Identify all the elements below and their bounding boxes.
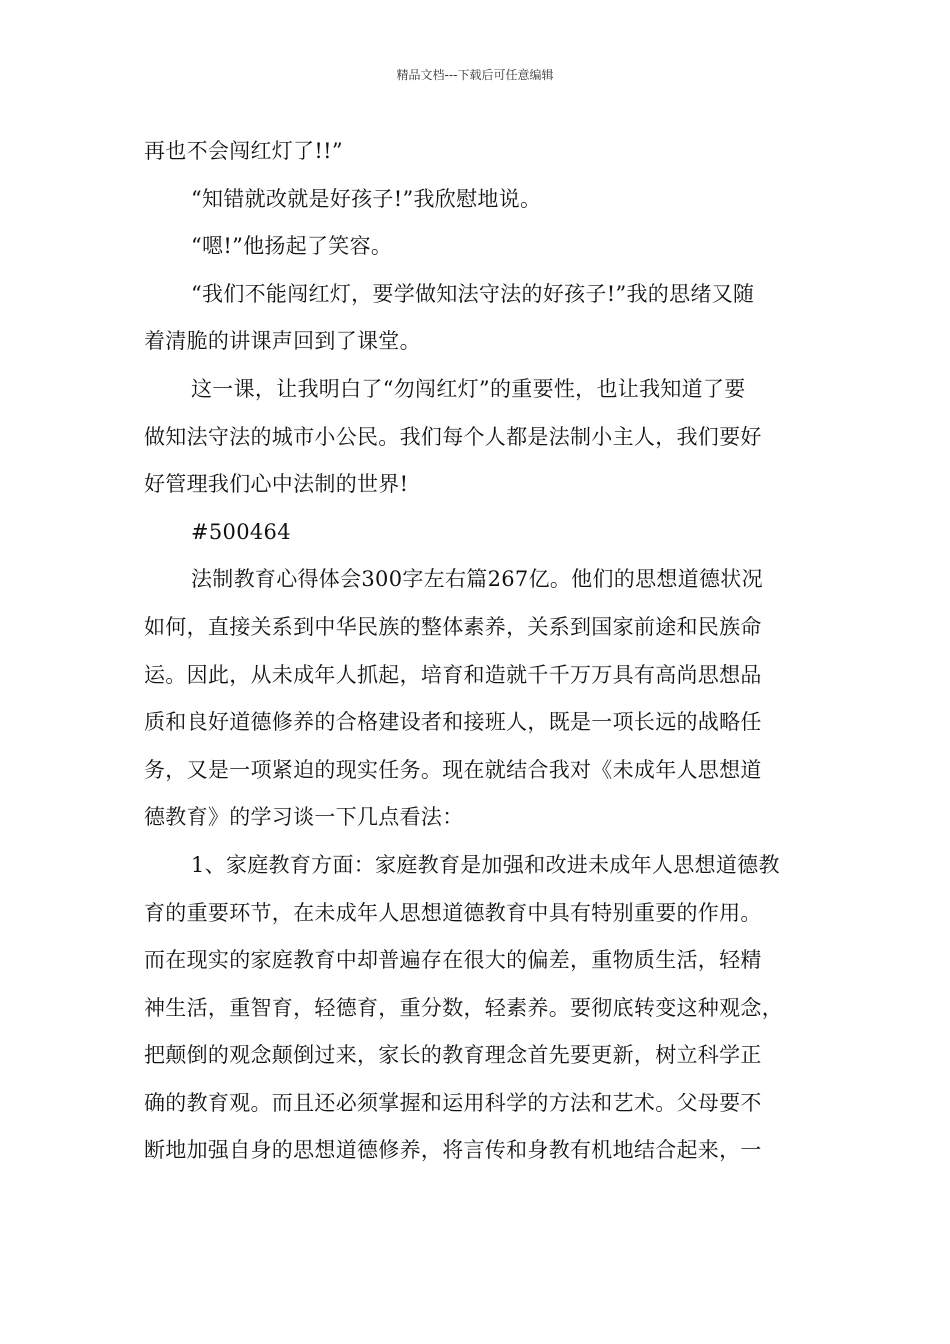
text-line: “我们不能闯红灯，要学做知法守法的好孩子!”我的思绪又随 (191, 281, 755, 306)
text-line: 做知法守法的城市小公民。我们每个人都是法制小主人，我们要好 (144, 424, 762, 449)
text-line: 质和良好道德修养的合格建设者和接班人，既是一项长远的战略任 (144, 710, 762, 735)
text-line: “知错就改就是好孩子!”我欣慰地说。 (191, 186, 542, 211)
text-line: 再也不会闯红灯了!!” (144, 139, 343, 163)
text-line: 好管理我们心中法制的世界! (144, 472, 409, 497)
text-line: 断地加强自身的思想道德修养，将言传和身教有机地结合起来，一 (144, 1138, 762, 1163)
text-line: 务，又是一项紧迫的现实任务。现在就结合我对《未成年人思想道 (144, 757, 762, 782)
text-line: 而在现实的家庭教育中却普遍存在很大的偏差，重物质生活，轻精 (144, 948, 762, 973)
text-line: 确的教育观。而且还必须掌握和运用科学的方法和艺术。父母要不 (144, 1090, 762, 1115)
text-line: 把颠倒的观念颠倒过来，家长的教育理念首先要更新，树立科学正 (144, 1043, 762, 1068)
text-line: 如何，直接关系到中华民族的整体素养，关系到国家前途和民族命 (144, 614, 762, 639)
text-line: 这一课，让我明白了“勿闯红灯”的重要性，也让我知道了要 (191, 376, 746, 401)
page-header: 精品文档---下载后可任意编辑 (396, 68, 554, 82)
text-line: 运。因此，从未成年人抓起，培育和造就千千万万具有高尚思想品 (144, 662, 762, 687)
text-line: 法制教育心得体会300字左右篇267亿。他们的思想道德状况 (191, 567, 763, 592)
document-body (144, 128, 808, 1175)
text-line: 1、家庭教育方面：家庭教育是加强和改进未成年人思想道德教 (191, 852, 780, 877)
text-line: 神生活，重智育，轻德育，重分数，轻素养。要彻底转变这种观念， (144, 995, 783, 1020)
text-line: 育的重要环节，在未成年人思想道德教育中具有特别重要的作用。 (144, 900, 762, 925)
text-line: 德教育》的学习谈一下几点看法： (144, 805, 464, 830)
text-line: 着清脆的讲课声回到了课堂。 (144, 329, 421, 354)
text-line: “嗯!”他扬起了笑容。 (191, 234, 393, 259)
text-line: #500464 (191, 519, 291, 544)
